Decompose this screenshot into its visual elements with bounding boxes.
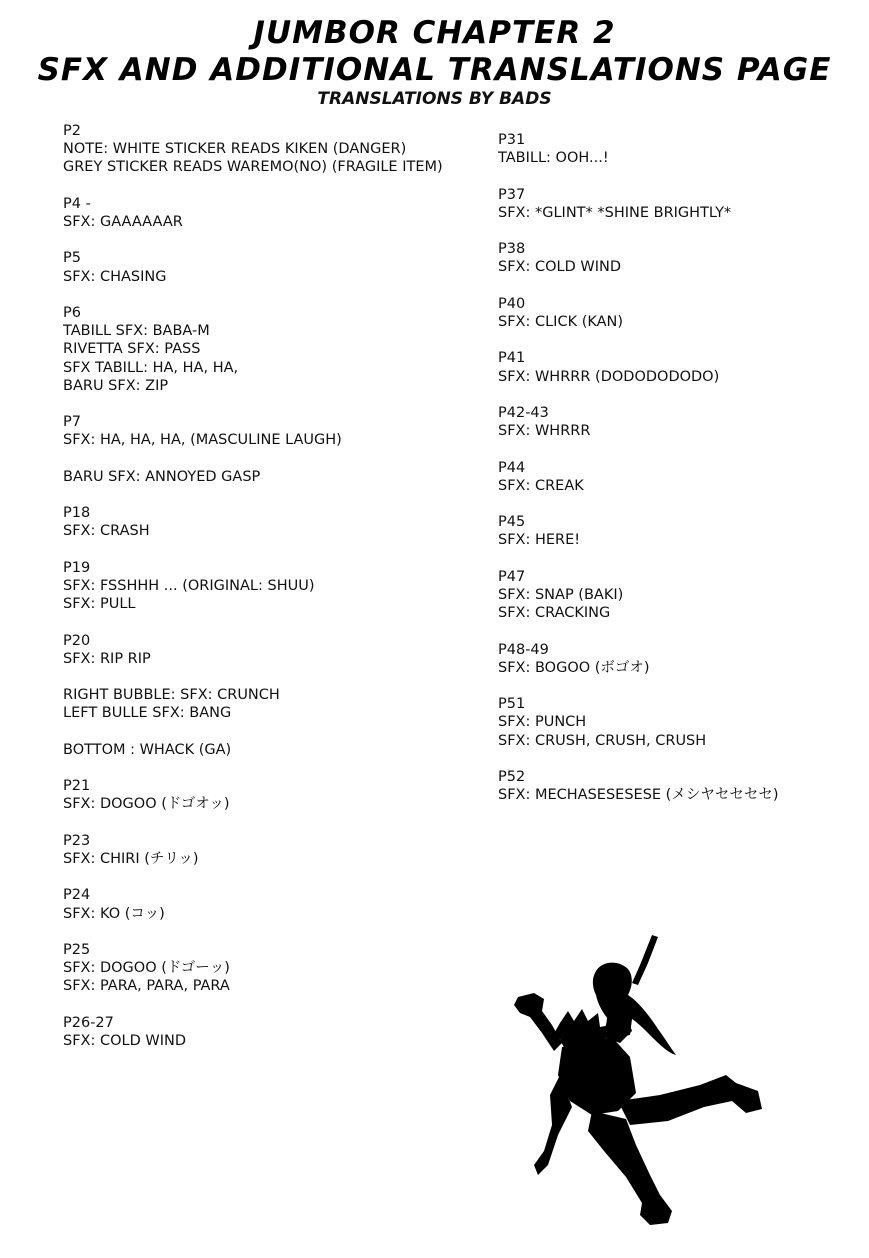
entry-line: SFX: WHRRR (DODODODODO) [498,368,720,385]
entry-heading: BOTTOM : WHACK (GA) [63,741,232,758]
entry-line: LEFT BULLE SFX: BANG [63,705,232,722]
translation-entry [63,777,483,813]
translation-entry [63,413,483,449]
translation-entry [63,195,483,231]
entry-line: SFX: CREAK [498,477,584,494]
page-title-line-2: SFX AND ADDITIONAL TRANSLATIONS PAGE [37,52,832,88]
entry-line: NOTE: WHITE STICKER READS KIKEN (DANGER) [63,141,407,158]
entry-heading: P26-27 [63,1014,114,1031]
page-title: JUMBOR CHAPTER 2 [253,15,616,51]
translation-entry [63,249,483,285]
translation-entry [63,304,483,395]
entry-heading: P45 [498,514,526,531]
entry-heading: P25 [63,941,91,958]
entry-line: SFX: PUNCH [498,714,587,731]
entry-line: SFX: CHASING [63,268,167,285]
entry-line: SFX TABILL: HA, HA, HA, [63,359,239,376]
entry-line: TABILL SFX: BABA-M [63,323,210,340]
translation-entry [498,768,858,804]
entry-heading: P52 [498,768,526,785]
entry-line: SFX: COLD WIND [63,1032,186,1049]
entry-line: SFX: PULL [63,596,136,613]
entry-line: SFX: WHRRR [498,423,591,440]
entry-line: SFX: SNAP (BAKI) [498,586,624,603]
entry-heading: P40 [498,295,526,312]
entry-line: SFX: HERE! [498,532,581,549]
translation-entry [63,941,483,996]
entry-heading: P21 [63,778,91,795]
translation-entry [498,240,858,276]
translation-entry [498,404,858,440]
translation-entry [63,686,483,722]
right-column [498,131,858,823]
entry-line: SFX: KO (コッ) [63,905,165,922]
translation-entry [498,568,858,623]
translation-entry [63,741,483,759]
translation-entry [498,513,858,549]
entry-line: SFX: DOGOO (ドゴオッ) [63,796,230,813]
translation-entry [498,186,858,222]
entry-line: GREY STICKER READS WAREMO(NO) (FRAGILE ITEM) [63,159,443,176]
entry-heading: P44 [498,459,526,476]
translation-entry [63,504,483,540]
entry-heading: P23 [63,832,91,849]
left-column [63,122,483,1068]
translation-entry [498,349,858,385]
entry-line: SFX: CHIRI (チリッ) [63,850,199,867]
entry-heading: P31 [498,132,526,148]
entry-heading: P42-43 [498,404,549,421]
translation-entry [498,695,858,750]
entry-line: SFX: CRUSH, CRUSH, CRUSH [498,732,707,749]
entry-heading: P47 [498,568,526,585]
entry-heading: P5 [63,250,81,267]
entry-line: SFX: CRASH [63,523,150,540]
entry-heading: P37 [498,186,526,203]
entry-line: RIVETTA SFX: PASS [63,341,201,358]
entry-line: SFX: CLICK (KAN) [498,313,624,330]
entry-line: SFX: BOGOO (ボゴオ) [498,659,650,676]
entry-heading: P51 [498,696,526,713]
entry-line: SFX: FSSHHH ... (ORIGINAL: SHUU) [63,577,315,594]
translation-entry [498,641,858,677]
entry-heading: P6 [63,304,81,321]
entry-line: SFX: CRACKING [498,605,611,622]
translation-entry [63,632,483,668]
entry-heading: P20 [63,632,91,649]
entry-heading: P41 [498,350,526,367]
entry-line: TABILL: OOH...! [498,150,609,167]
translation-entry [63,832,483,868]
translation-entry [498,131,858,167]
entry-heading: RIGHT BUBBLE: SFX: CRUNCH [63,687,280,704]
translation-entry [498,295,858,331]
entry-heading: P24 [63,887,91,904]
entry-line: SFX: GAAAAAAR [63,214,183,230]
entry-heading: P18 [63,505,91,522]
entry-line: SFX: *GLINT* *SHINE BRIGHTLY* [498,204,732,221]
entry-line: SFX: PARA, PARA, PARA [63,978,230,995]
entry-heading: P2 [63,123,81,139]
translation-entry [63,886,483,922]
entry-heading: P7 [63,414,81,431]
entry-line: SFX: COLD WIND [498,259,621,276]
translation-entry [63,122,483,177]
entry-heading: P48-49 [498,641,549,658]
translation-entry [63,559,483,614]
entry-line: SFX: HA, HA, HA, (MASCULINE LAUGH) [63,432,342,449]
character-silhouette-illustration [500,925,780,1230]
entry-heading: P4 - [63,195,91,212]
translation-entry [498,459,858,495]
entry-line: SFX: DOGOO (ドゴーッ) [63,960,230,977]
entry-line: BARU SFX: ZIP [63,377,169,394]
entry-line: SFX: RIP RIP [63,650,151,667]
page-header [0,14,869,110]
entry-heading: P38 [498,241,526,258]
entry-heading: BARU SFX: ANNOYED GASP [63,468,261,485]
page-subtitle: TRANSLATIONS BY BADS [317,89,552,109]
translation-entry [63,1014,483,1050]
entry-line: SFX: MECHASESESESE (メシヤセセセセ) [498,787,779,804]
translation-entry [63,468,483,486]
entry-heading: P19 [63,559,91,576]
